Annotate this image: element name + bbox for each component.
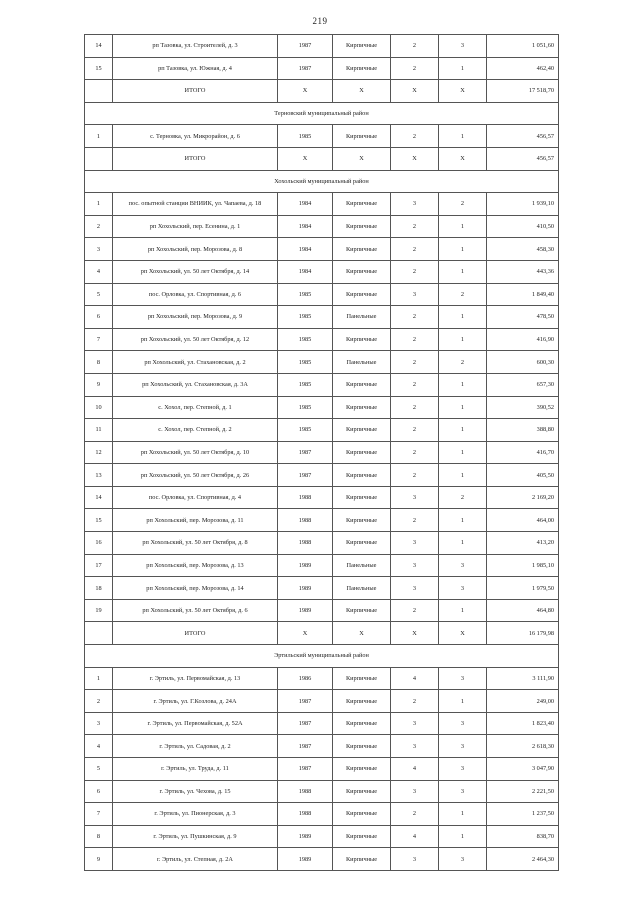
material-cell: Кирпичные bbox=[333, 758, 391, 781]
floors-cell: 3 bbox=[391, 848, 439, 871]
row-number-cell: 14 bbox=[85, 35, 113, 58]
table-row bbox=[85, 735, 559, 758]
cost-cell: 458,30 bbox=[487, 238, 559, 261]
row-number-cell bbox=[85, 80, 113, 103]
year-cell: 1986 bbox=[278, 667, 333, 690]
entrances-cell: 1 bbox=[439, 599, 487, 622]
floors-cell: 2 bbox=[391, 419, 439, 442]
floors-cell: 2 bbox=[391, 238, 439, 261]
entrances-cell: 1 bbox=[439, 464, 487, 487]
year-cell: 1987 bbox=[278, 758, 333, 781]
cost-cell: 1 849,40 bbox=[487, 283, 559, 306]
address-cell: г. Эртиль, ул. Первомайская, д. 52А bbox=[113, 712, 278, 735]
row-number-cell: 3 bbox=[85, 238, 113, 261]
address-cell: г. Эртиль, ул. Г.Козлова, д. 24А bbox=[113, 690, 278, 713]
material-cell: Кирпичные bbox=[333, 599, 391, 622]
table-row bbox=[85, 193, 559, 216]
table-row bbox=[85, 690, 559, 713]
floors-cell: X bbox=[391, 80, 439, 103]
row-number-cell: 18 bbox=[85, 577, 113, 600]
section-header-row bbox=[85, 645, 559, 668]
entrances-cell: 2 bbox=[439, 283, 487, 306]
entrances-cell: 1 bbox=[439, 373, 487, 396]
address-cell: г. Эртиль, ул. Степная, д. 2А bbox=[113, 848, 278, 871]
table-row bbox=[85, 825, 559, 848]
year-cell: X bbox=[278, 80, 333, 103]
material-cell: Кирпичные bbox=[333, 509, 391, 532]
address-cell: рп Тазовка, ул. Южная, д. 4 bbox=[113, 57, 278, 80]
section-title: Хохольский муниципальный район bbox=[85, 170, 559, 193]
cost-cell: 2 464,30 bbox=[487, 848, 559, 871]
table-row bbox=[85, 509, 559, 532]
floors-cell: 2 bbox=[391, 803, 439, 826]
row-number-cell: 2 bbox=[85, 215, 113, 238]
floors-cell: 2 bbox=[391, 260, 439, 283]
material-cell: Кирпичные bbox=[333, 215, 391, 238]
entrances-cell: 3 bbox=[439, 848, 487, 871]
cost-cell: 478,50 bbox=[487, 306, 559, 329]
address-cell: г. Эртиль, ул. Чехова, д. 15 bbox=[113, 780, 278, 803]
table-row bbox=[85, 848, 559, 871]
year-cell: 1987 bbox=[278, 57, 333, 80]
entrances-cell: 3 bbox=[439, 554, 487, 577]
material-cell: Кирпичные bbox=[333, 486, 391, 509]
year-cell: 1988 bbox=[278, 486, 333, 509]
cost-cell: 390,52 bbox=[487, 396, 559, 419]
cost-cell: 600,30 bbox=[487, 351, 559, 374]
total-row bbox=[85, 622, 559, 645]
year-cell: 1989 bbox=[278, 848, 333, 871]
table-row bbox=[85, 260, 559, 283]
row-number-cell: 16 bbox=[85, 532, 113, 555]
year-cell: 1985 bbox=[278, 396, 333, 419]
entrances-cell: 1 bbox=[439, 260, 487, 283]
table-row bbox=[85, 599, 559, 622]
material-cell: Кирпичные bbox=[333, 238, 391, 261]
floors-cell: 2 bbox=[391, 373, 439, 396]
cost-cell: 657,30 bbox=[487, 373, 559, 396]
entrances-cell: 3 bbox=[439, 758, 487, 781]
year-cell: 1985 bbox=[278, 373, 333, 396]
table-row bbox=[85, 441, 559, 464]
year-cell: 1988 bbox=[278, 509, 333, 532]
floors-cell: 2 bbox=[391, 328, 439, 351]
address-cell: рп Хохольский, ул. Стахановская, д. 2 bbox=[113, 351, 278, 374]
cost-cell: 462,40 bbox=[487, 57, 559, 80]
table-row bbox=[85, 35, 559, 58]
floors-cell: 3 bbox=[391, 712, 439, 735]
table-row bbox=[85, 351, 559, 374]
year-cell: 1988 bbox=[278, 532, 333, 555]
table-row bbox=[85, 215, 559, 238]
cost-cell: 1 939,10 bbox=[487, 193, 559, 216]
year-cell: 1989 bbox=[278, 599, 333, 622]
entrances-cell: X bbox=[439, 147, 487, 170]
cost-cell: 464,00 bbox=[487, 509, 559, 532]
material-cell: Кирпичные bbox=[333, 667, 391, 690]
cost-cell: 443,36 bbox=[487, 260, 559, 283]
cost-cell: 838,70 bbox=[487, 825, 559, 848]
address-cell: рп Хохольский, ул. 50 лет Октября, д. 10 bbox=[113, 441, 278, 464]
row-number-cell bbox=[85, 147, 113, 170]
address-cell: рп Хохольский, пер. Морозова, д. 9 bbox=[113, 306, 278, 329]
year-cell: 1985 bbox=[278, 125, 333, 148]
cost-cell: 388,80 bbox=[487, 419, 559, 442]
section-header-row bbox=[85, 170, 559, 193]
material-cell: Кирпичные bbox=[333, 803, 391, 826]
cost-cell: 416,70 bbox=[487, 441, 559, 464]
address-cell: рп Хохольский, пер. Морозова, д. 8 bbox=[113, 238, 278, 261]
address-cell: рп Хохольский, ул. 50 лет Октября, д. 12 bbox=[113, 328, 278, 351]
material-cell: X bbox=[333, 147, 391, 170]
floors-cell: 2 bbox=[391, 57, 439, 80]
cost-cell: 1 823,40 bbox=[487, 712, 559, 735]
material-cell: Кирпичные bbox=[333, 735, 391, 758]
material-cell: Кирпичные bbox=[333, 396, 391, 419]
cost-cell: 1 237,50 bbox=[487, 803, 559, 826]
row-number-cell: 8 bbox=[85, 351, 113, 374]
entrances-cell: 3 bbox=[439, 780, 487, 803]
row-number-cell: 3 bbox=[85, 712, 113, 735]
material-cell: Кирпичные bbox=[333, 848, 391, 871]
entrances-cell: 1 bbox=[439, 509, 487, 532]
row-number-cell: 4 bbox=[85, 735, 113, 758]
row-number-cell: 9 bbox=[85, 848, 113, 871]
year-cell: 1987 bbox=[278, 735, 333, 758]
cost-cell: 456,57 bbox=[487, 125, 559, 148]
floors-cell: 2 bbox=[391, 464, 439, 487]
year-cell: 1984 bbox=[278, 215, 333, 238]
entrances-cell: 3 bbox=[439, 735, 487, 758]
entrances-cell: 3 bbox=[439, 577, 487, 600]
table-row bbox=[85, 125, 559, 148]
year-cell: 1987 bbox=[278, 441, 333, 464]
entrances-cell: 2 bbox=[439, 486, 487, 509]
floors-cell: X bbox=[391, 622, 439, 645]
address-cell: г. Эртиль, ул. Пушкинская, д. 9 bbox=[113, 825, 278, 848]
material-cell: Кирпичные bbox=[333, 690, 391, 713]
table-row bbox=[85, 712, 559, 735]
address-cell: рп Хохольский, пер. Морозова, д. 11 bbox=[113, 509, 278, 532]
table-row bbox=[85, 577, 559, 600]
table-row bbox=[85, 57, 559, 80]
total-row bbox=[85, 147, 559, 170]
year-cell: 1985 bbox=[278, 351, 333, 374]
address-cell: рп Хохольский, пер. Морозова, д. 13 bbox=[113, 554, 278, 577]
row-number-cell: 9 bbox=[85, 373, 113, 396]
address-cell: рп Хохольский, ул. 50 лет Октября, д. 6 bbox=[113, 599, 278, 622]
address-cell: ИТОГО bbox=[113, 622, 278, 645]
row-number-cell: 6 bbox=[85, 780, 113, 803]
address-cell: г. Эртиль, ул. Труда, д. 11 bbox=[113, 758, 278, 781]
cost-cell: 1 979,50 bbox=[487, 577, 559, 600]
address-cell: г. Эртиль, ул. Первомайская, д. 13 bbox=[113, 667, 278, 690]
entrances-cell: 3 bbox=[439, 35, 487, 58]
entrances-cell: 1 bbox=[439, 328, 487, 351]
address-cell: ИТОГО bbox=[113, 80, 278, 103]
material-cell: Кирпичные bbox=[333, 825, 391, 848]
cost-cell: 456,57 bbox=[487, 147, 559, 170]
address-cell: рп Хохольский, ул. Стахановская, д. 3А bbox=[113, 373, 278, 396]
year-cell: 1985 bbox=[278, 306, 333, 329]
year-cell: 1987 bbox=[278, 35, 333, 58]
year-cell: X bbox=[278, 622, 333, 645]
housing-table bbox=[84, 34, 559, 871]
cost-cell: 2 221,50 bbox=[487, 780, 559, 803]
section-header-row bbox=[85, 102, 559, 125]
cost-cell: 2 618,30 bbox=[487, 735, 559, 758]
material-cell: Кирпичные bbox=[333, 328, 391, 351]
entrances-cell: 1 bbox=[439, 396, 487, 419]
cost-cell: 464,80 bbox=[487, 599, 559, 622]
row-number-cell: 17 bbox=[85, 554, 113, 577]
year-cell: 1989 bbox=[278, 577, 333, 600]
table-row bbox=[85, 554, 559, 577]
material-cell: Кирпичные bbox=[333, 441, 391, 464]
entrances-cell: 1 bbox=[439, 532, 487, 555]
floors-cell: 4 bbox=[391, 825, 439, 848]
year-cell: 1987 bbox=[278, 712, 333, 735]
address-cell: г. Эртиль, ул. Пионерская, д. 3 bbox=[113, 803, 278, 826]
entrances-cell: X bbox=[439, 80, 487, 103]
floors-cell: 2 bbox=[391, 215, 439, 238]
row-number-cell bbox=[85, 622, 113, 645]
address-cell: рп Хохольский, пер. Есенина, д. 1 bbox=[113, 215, 278, 238]
floors-cell: 2 bbox=[391, 35, 439, 58]
table-row bbox=[85, 803, 559, 826]
material-cell: Панельные bbox=[333, 306, 391, 329]
floors-cell: X bbox=[391, 147, 439, 170]
table-row bbox=[85, 373, 559, 396]
row-number-cell: 14 bbox=[85, 486, 113, 509]
year-cell: 1985 bbox=[278, 328, 333, 351]
entrances-cell: 1 bbox=[439, 238, 487, 261]
entrances-cell: 2 bbox=[439, 193, 487, 216]
floors-cell: 3 bbox=[391, 735, 439, 758]
table-row bbox=[85, 486, 559, 509]
row-number-cell: 1 bbox=[85, 125, 113, 148]
year-cell: X bbox=[278, 147, 333, 170]
floors-cell: 3 bbox=[391, 486, 439, 509]
year-cell: 1989 bbox=[278, 554, 333, 577]
material-cell: Кирпичные bbox=[333, 283, 391, 306]
cost-cell: 3 111,90 bbox=[487, 667, 559, 690]
floors-cell: 2 bbox=[391, 306, 439, 329]
floors-cell: 3 bbox=[391, 577, 439, 600]
row-number-cell: 2 bbox=[85, 690, 113, 713]
year-cell: 1984 bbox=[278, 193, 333, 216]
floors-cell: 4 bbox=[391, 758, 439, 781]
floors-cell: 2 bbox=[391, 690, 439, 713]
material-cell: Кирпичные bbox=[333, 419, 391, 442]
floors-cell: 3 bbox=[391, 283, 439, 306]
entrances-cell: 1 bbox=[439, 215, 487, 238]
cost-cell: 249,00 bbox=[487, 690, 559, 713]
entrances-cell: 2 bbox=[439, 351, 487, 374]
material-cell: Кирпичные bbox=[333, 57, 391, 80]
entrances-cell: X bbox=[439, 622, 487, 645]
address-cell: рп Хохольский, пер. Морозова, д. 14 bbox=[113, 577, 278, 600]
section-title: Терновский муниципальный район bbox=[85, 102, 559, 125]
row-number-cell: 5 bbox=[85, 758, 113, 781]
address-cell: г. Эртиль, ул. Садовая, д. 2 bbox=[113, 735, 278, 758]
material-cell: Панельные bbox=[333, 554, 391, 577]
address-cell: пос. Орловка, ул. Спортивная, д. 4 bbox=[113, 486, 278, 509]
row-number-cell: 1 bbox=[85, 193, 113, 216]
material-cell: Панельные bbox=[333, 351, 391, 374]
floors-cell: 3 bbox=[391, 554, 439, 577]
year-cell: 1987 bbox=[278, 464, 333, 487]
entrances-cell: 1 bbox=[439, 306, 487, 329]
floors-cell: 3 bbox=[391, 193, 439, 216]
year-cell: 1984 bbox=[278, 238, 333, 261]
floors-cell: 2 bbox=[391, 125, 439, 148]
year-cell: 1987 bbox=[278, 690, 333, 713]
table-row bbox=[85, 419, 559, 442]
section-title: Эртильский муниципальный район bbox=[85, 645, 559, 668]
address-cell: с. Хохол, пер. Степной, д. 1 bbox=[113, 396, 278, 419]
table-row bbox=[85, 238, 559, 261]
table-row bbox=[85, 758, 559, 781]
table-row bbox=[85, 306, 559, 329]
entrances-cell: 1 bbox=[439, 441, 487, 464]
floors-cell: 3 bbox=[391, 780, 439, 803]
material-cell: Кирпичные bbox=[333, 464, 391, 487]
row-number-cell: 13 bbox=[85, 464, 113, 487]
material-cell: Кирпичные bbox=[333, 193, 391, 216]
total-row bbox=[85, 80, 559, 103]
entrances-cell: 3 bbox=[439, 712, 487, 735]
material-cell: Панельные bbox=[333, 577, 391, 600]
row-number-cell: 7 bbox=[85, 803, 113, 826]
material-cell: Кирпичные bbox=[333, 35, 391, 58]
cost-cell: 16 179,98 bbox=[487, 622, 559, 645]
row-number-cell: 7 bbox=[85, 328, 113, 351]
floors-cell: 2 bbox=[391, 599, 439, 622]
material-cell: X bbox=[333, 80, 391, 103]
floors-cell: 2 bbox=[391, 441, 439, 464]
address-cell: пос. опытной станции ВНИИК, ул. Чапаева, д. 18 bbox=[113, 193, 278, 216]
cost-cell: 410,50 bbox=[487, 215, 559, 238]
year-cell: 1984 bbox=[278, 260, 333, 283]
address-cell: ИТОГО bbox=[113, 147, 278, 170]
entrances-cell: 1 bbox=[439, 57, 487, 80]
cost-cell: 1 985,10 bbox=[487, 554, 559, 577]
table-row bbox=[85, 667, 559, 690]
row-number-cell: 1 bbox=[85, 667, 113, 690]
address-cell: рп Хохольский, ул. 50 лет Октября, д. 26 bbox=[113, 464, 278, 487]
year-cell: 1988 bbox=[278, 780, 333, 803]
address-cell: рп Хохольский, ул. 50 лет Октября, д. 14 bbox=[113, 260, 278, 283]
material-cell: Кирпичные bbox=[333, 532, 391, 555]
material-cell: Кирпичные bbox=[333, 373, 391, 396]
floors-cell: 2 bbox=[391, 396, 439, 419]
table-row bbox=[85, 396, 559, 419]
material-cell: Кирпичные bbox=[333, 780, 391, 803]
material-cell: Кирпичные bbox=[333, 712, 391, 735]
address-cell: рп Тазовка, ул. Строителей, д. 3 bbox=[113, 35, 278, 58]
row-number-cell: 4 bbox=[85, 260, 113, 283]
entrances-cell: 3 bbox=[439, 667, 487, 690]
table-row bbox=[85, 328, 559, 351]
entrances-cell: 1 bbox=[439, 419, 487, 442]
cost-cell: 2 169,20 bbox=[487, 486, 559, 509]
year-cell: 1989 bbox=[278, 825, 333, 848]
cost-cell: 405,50 bbox=[487, 464, 559, 487]
cost-cell: 416,90 bbox=[487, 328, 559, 351]
floors-cell: 2 bbox=[391, 351, 439, 374]
row-number-cell: 5 bbox=[85, 283, 113, 306]
row-number-cell: 12 bbox=[85, 441, 113, 464]
address-cell: с. Терновка, ул. Микрорайон, д. 6 bbox=[113, 125, 278, 148]
material-cell: Кирпичные bbox=[333, 125, 391, 148]
cost-cell: 1 051,60 bbox=[487, 35, 559, 58]
entrances-cell: 1 bbox=[439, 690, 487, 713]
row-number-cell: 15 bbox=[85, 57, 113, 80]
table-row bbox=[85, 464, 559, 487]
year-cell: 1985 bbox=[278, 283, 333, 306]
row-number-cell: 11 bbox=[85, 419, 113, 442]
row-number-cell: 8 bbox=[85, 825, 113, 848]
cost-cell: 3 047,90 bbox=[487, 758, 559, 781]
entrances-cell: 1 bbox=[439, 125, 487, 148]
cost-cell: 413,20 bbox=[487, 532, 559, 555]
entrances-cell: 1 bbox=[439, 803, 487, 826]
table-row bbox=[85, 532, 559, 555]
floors-cell: 4 bbox=[391, 667, 439, 690]
page-number: 219 bbox=[312, 16, 328, 26]
row-number-cell: 10 bbox=[85, 396, 113, 419]
material-cell: X bbox=[333, 622, 391, 645]
address-cell: рп Хохольский, ул. 50 лет Октября, д. 8 bbox=[113, 532, 278, 555]
floors-cell: 2 bbox=[391, 509, 439, 532]
year-cell: 1985 bbox=[278, 419, 333, 442]
entrances-cell: 1 bbox=[439, 825, 487, 848]
table-row bbox=[85, 283, 559, 306]
floors-cell: 3 bbox=[391, 532, 439, 555]
cost-cell: 17 518,70 bbox=[487, 80, 559, 103]
table-row bbox=[85, 780, 559, 803]
row-number-cell: 6 bbox=[85, 306, 113, 329]
address-cell: пос. Орловка, ул. Спортивная, д. 6 bbox=[113, 283, 278, 306]
row-number-cell: 15 bbox=[85, 509, 113, 532]
material-cell: Кирпичные bbox=[333, 260, 391, 283]
year-cell: 1988 bbox=[278, 803, 333, 826]
row-number-cell: 19 bbox=[85, 599, 113, 622]
address-cell: с. Хохол, пер. Степной, д. 2 bbox=[113, 419, 278, 442]
